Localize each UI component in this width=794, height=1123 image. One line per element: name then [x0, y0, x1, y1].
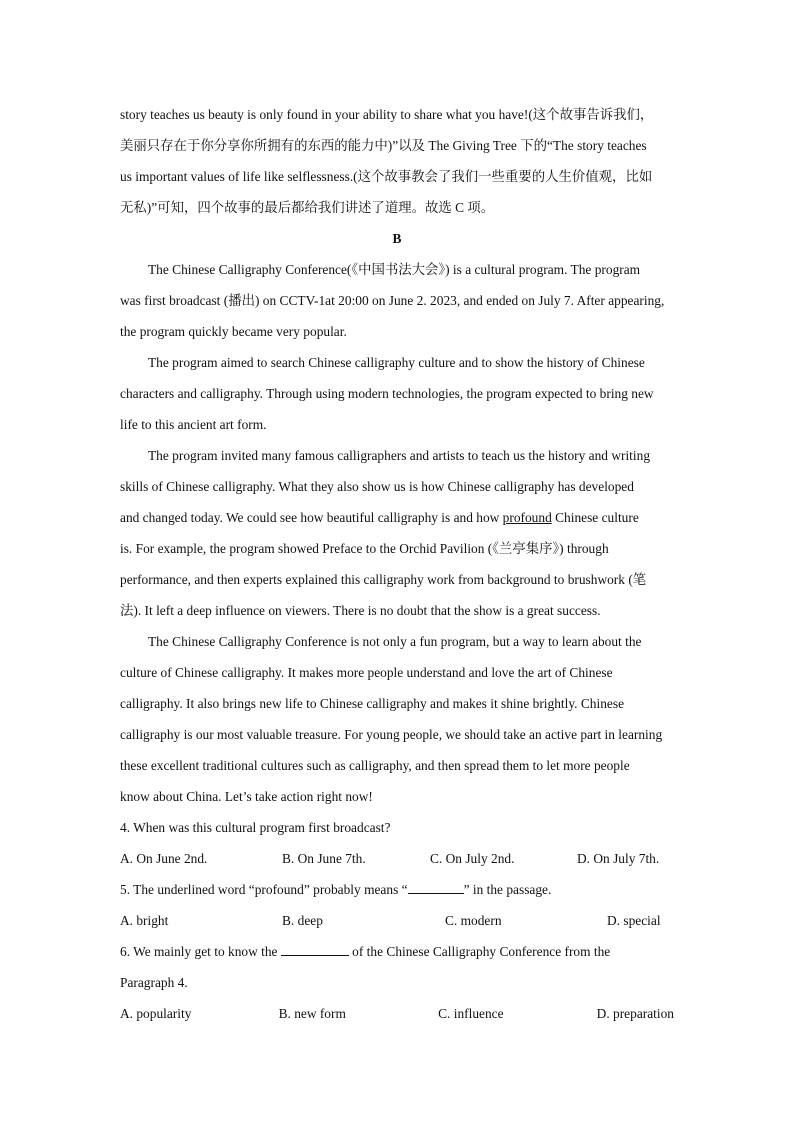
- text-line: The program invited many famous calligraphers and artists to teach us the history and writing: [148, 448, 651, 463]
- text-line: The Chinese Calligraphy Conference(《中国书法大会》) is a cultural program. The program: [148, 262, 641, 277]
- underlined-word: profound: [502, 510, 552, 525]
- option-a[interactable]: A. popularity: [120, 1006, 192, 1021]
- answer-options: [120, 843, 674, 874]
- text-line: story teaches us beauty is only found in your ability to share what you have!(这个故事告诉我们，: [120, 107, 654, 122]
- question-6: [120, 936, 674, 1029]
- question-5: [120, 874, 674, 936]
- text-segment: Chinese culture: [551, 510, 639, 525]
- question-4: [120, 812, 674, 874]
- option-c[interactable]: C. modern: [445, 913, 502, 928]
- option-b[interactable]: B. On June 7th.: [282, 851, 366, 866]
- question-stem: [120, 936, 674, 967]
- text-line: calligraphy is our most valuable treasure. For young people, we should take an active part in learning: [120, 727, 663, 742]
- question-stem: [120, 874, 674, 905]
- stem-segment: ” in the passage.: [463, 882, 552, 897]
- answer-options: [120, 905, 674, 936]
- text-line: the program quickly became very popular.: [120, 324, 347, 339]
- text-line: 无私)”可知，四个故事的最后都给我们讲述了道理。故选 C 项。: [120, 200, 495, 215]
- text-line: skills of Chinese calligraphy. What they also show us is how Chinese calligraphy has developed: [120, 479, 634, 494]
- option-d[interactable]: D. special: [607, 913, 661, 928]
- text-line: [120, 502, 674, 533]
- option-a[interactable]: A. On June 2nd.: [120, 851, 208, 866]
- option-c[interactable]: C. influence: [438, 1006, 504, 1021]
- question-stem-continued: Paragraph 4.: [120, 975, 188, 990]
- option-d[interactable]: D. preparation: [596, 1006, 674, 1021]
- text-line: is. For example, the program showed Preface to the Orchid Pavilion (《兰亭集序》) through: [120, 541, 609, 556]
- question-stem: 4. When was this cultural program first broadcast?: [120, 820, 391, 835]
- previous-answer-explanation: [120, 99, 674, 223]
- text-line: culture of Chinese calligraphy. It makes more people understand and love the art of Chinese: [120, 665, 613, 680]
- stem-segment: 5. The underlined word “profound” probably means “: [120, 882, 408, 897]
- text-line: performance, and then experts explained this calligraphy work from background to brushwork (笔: [120, 572, 647, 587]
- answer-blank: [408, 882, 464, 894]
- text-line: 美丽只存在于你分享你所拥有的东西的能力中)”以及 The Giving Tree 下的“The story teaches: [120, 138, 647, 153]
- option-a[interactable]: A. bright: [120, 913, 169, 928]
- option-c[interactable]: C. On July 2nd.: [430, 851, 515, 866]
- passage-paragraph-3: [120, 440, 674, 626]
- answer-blank: [281, 944, 349, 956]
- text-line: 法). It left a deep influence on viewers. There is no doubt that the show is a great success.: [120, 603, 601, 618]
- answer-options: [120, 998, 674, 1029]
- text-line: know about China. Let’s take action right now!: [120, 789, 373, 804]
- text-line: was first broadcast (播出) on CCTV-1at 20:00 on June 2. 2023, and ended on July 7. After appearing,: [120, 293, 665, 308]
- text-line: us important values of life like selflessness.(这个故事教会了我们一些重要的人生价值观，比如: [120, 169, 653, 184]
- text-line: these excellent traditional cultures such as calligraphy, and then spread them to let more people: [120, 758, 630, 773]
- stem-segment: of the Chinese Calligraphy Conference from the: [348, 944, 611, 959]
- passage-paragraph-1: [120, 254, 674, 347]
- text-line: The program aimed to search Chinese calligraphy culture and to show the history of Chinese: [148, 355, 645, 370]
- option-b[interactable]: B. deep: [282, 913, 323, 928]
- option-d[interactable]: D. On July 7th.: [577, 851, 660, 866]
- passage-paragraph-4: [120, 626, 674, 812]
- option-b[interactable]: B. new form: [278, 1006, 346, 1021]
- stem-segment: 6. We mainly get to know the: [120, 944, 281, 959]
- text-line: calligraphy. It also brings new life to Chinese calligraphy and makes it shine brightly. Chinese: [120, 696, 625, 711]
- text-line: life to this ancient art form.: [120, 417, 267, 432]
- section-title: B: [392, 231, 402, 246]
- text-segment: and changed today. We could see how beautiful calligraphy is and how: [120, 510, 503, 525]
- passage-paragraph-2: [120, 347, 674, 440]
- text-line: The Chinese Calligraphy Conference is not only a fun program, but a way to learn about the: [148, 634, 642, 649]
- document-content: [120, 99, 674, 1029]
- text-line: characters and calligraphy. Through using modern technologies, the program expected to bring new: [120, 386, 654, 401]
